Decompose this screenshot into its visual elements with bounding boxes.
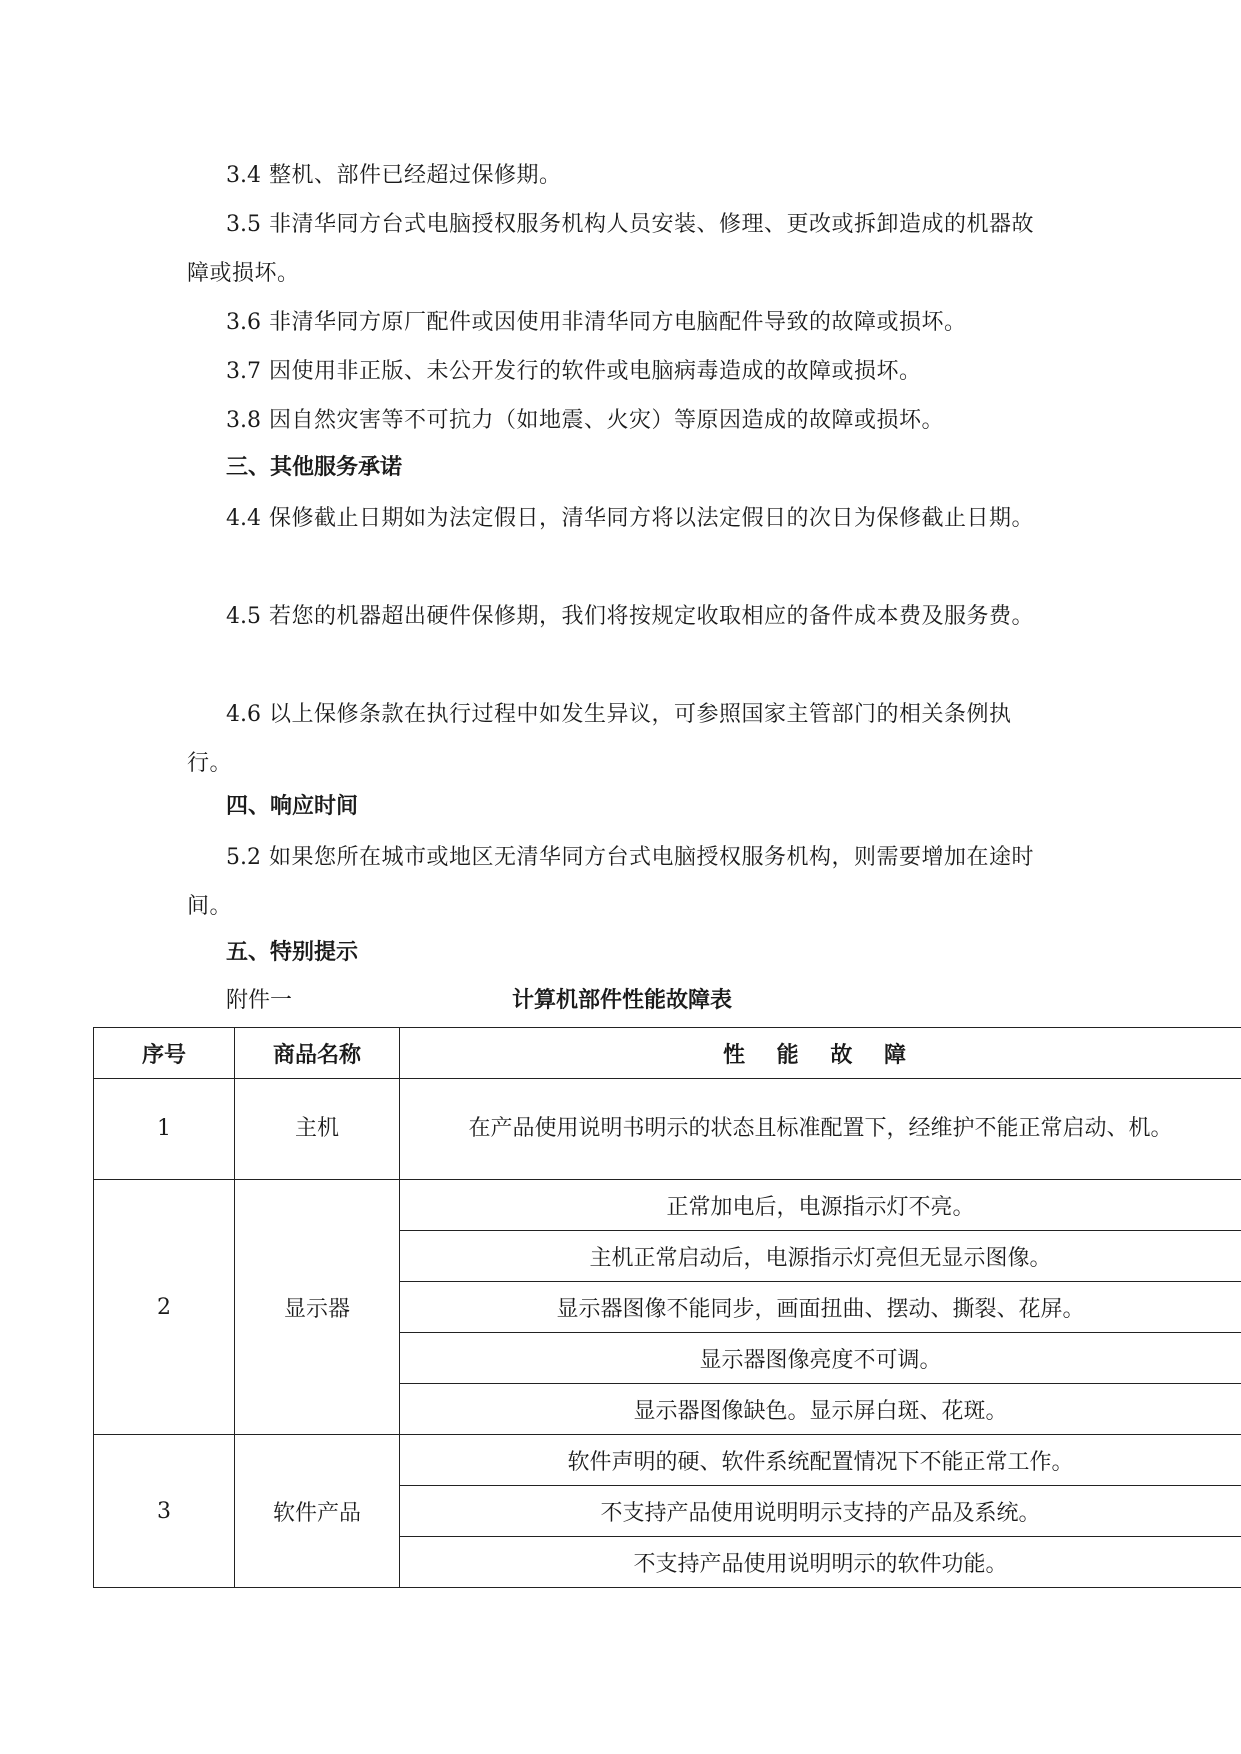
table-row [94, 1079, 1241, 1180]
product-name: 软件产品 [235, 1435, 400, 1588]
table-header-row [94, 1028, 1241, 1079]
heading-response-time: 四、响应时间 [226, 794, 359, 819]
clause-4-4: 4.4 保修截止日期如为法定假日，清华同方将以法定假日的次日为保修截止日期。 [226, 506, 1035, 531]
fault-description: 不支持产品使用说明明示支持的产品及系统。 [400, 1486, 1241, 1537]
row-number: 2 [94, 1180, 235, 1435]
clause-3-5: 3.5 非清华同方台式电脑授权服务机构人员安装、修理、更改或拆卸造成的机器故障或损坏。 [187, 212, 1035, 286]
fault-table [93, 1027, 1241, 1588]
table-row [94, 1435, 1241, 1486]
product-name: 主机 [235, 1079, 400, 1180]
fault-description: 主机正常启动后，电源指示灯亮但无显示图像。 [400, 1231, 1241, 1282]
table-row [94, 1180, 1241, 1231]
clause-5-2: 5.2 如果您所在城市或地区无清华同方台式电脑授权服务机构，则需要增加在途时间。 [187, 845, 1035, 919]
fault-description: 正常加电后，电源指示灯不亮。 [400, 1180, 1241, 1231]
heading-other-commitments: 三、其他服务承诺 [226, 455, 403, 480]
clause-3-8: 3.8 因自然灾害等不可抗力（如地震、火灾）等原因造成的故障或损坏。 [226, 408, 945, 433]
clause-3-6: 3.6 非清华同方原厂配件或因使用非清华同方电脑配件导致的故障或损坏。 [226, 310, 967, 335]
clause-3-4: 3.4 整机、部件已经超过保修期。 [226, 163, 562, 188]
header-product-name: 商品名称 [235, 1028, 400, 1079]
header-fault: 性 能 故 障 [400, 1028, 1241, 1079]
clause-3-7: 3.7 因使用非正版、未公开发行的软件或电脑病毒造成的故障或损坏。 [226, 359, 922, 384]
clause-4-5: 4.5 若您的机器超出硬件保修期，我们将按规定收取相应的备件成本费及服务费。 [226, 604, 1035, 629]
fault-description: 显示器图像缺色。显示屏白斑、花斑。 [400, 1384, 1241, 1435]
fault-description: 不支持产品使用说明明示的软件功能。 [400, 1537, 1241, 1588]
fault-description: 在产品使用说明书明示的状态且标准配置下，经维护不能正常启动、机。 [400, 1079, 1241, 1180]
product-name: 显示器 [235, 1180, 400, 1435]
annex-title: 计算机部件性能故障表 [512, 988, 733, 1013]
header-number: 序号 [94, 1028, 235, 1079]
row-number: 3 [94, 1435, 235, 1588]
heading-special-notice: 五、特别提示 [226, 940, 359, 965]
row-number: 1 [94, 1079, 235, 1180]
clause-4-6: 4.6 以上保修条款在执行过程中如发生异议，可参照国家主管部门的相关条例执行。 [187, 702, 1012, 776]
annex-label: 附件一 [226, 988, 293, 1013]
fault-description: 软件声明的硬、软件系统配置情况下不能正常工作。 [400, 1435, 1241, 1486]
fault-description: 显示器图像亮度不可调。 [400, 1333, 1241, 1384]
fault-description: 显示器图像不能同步，画面扭曲、摆动、撕裂、花屏。 [400, 1282, 1241, 1333]
